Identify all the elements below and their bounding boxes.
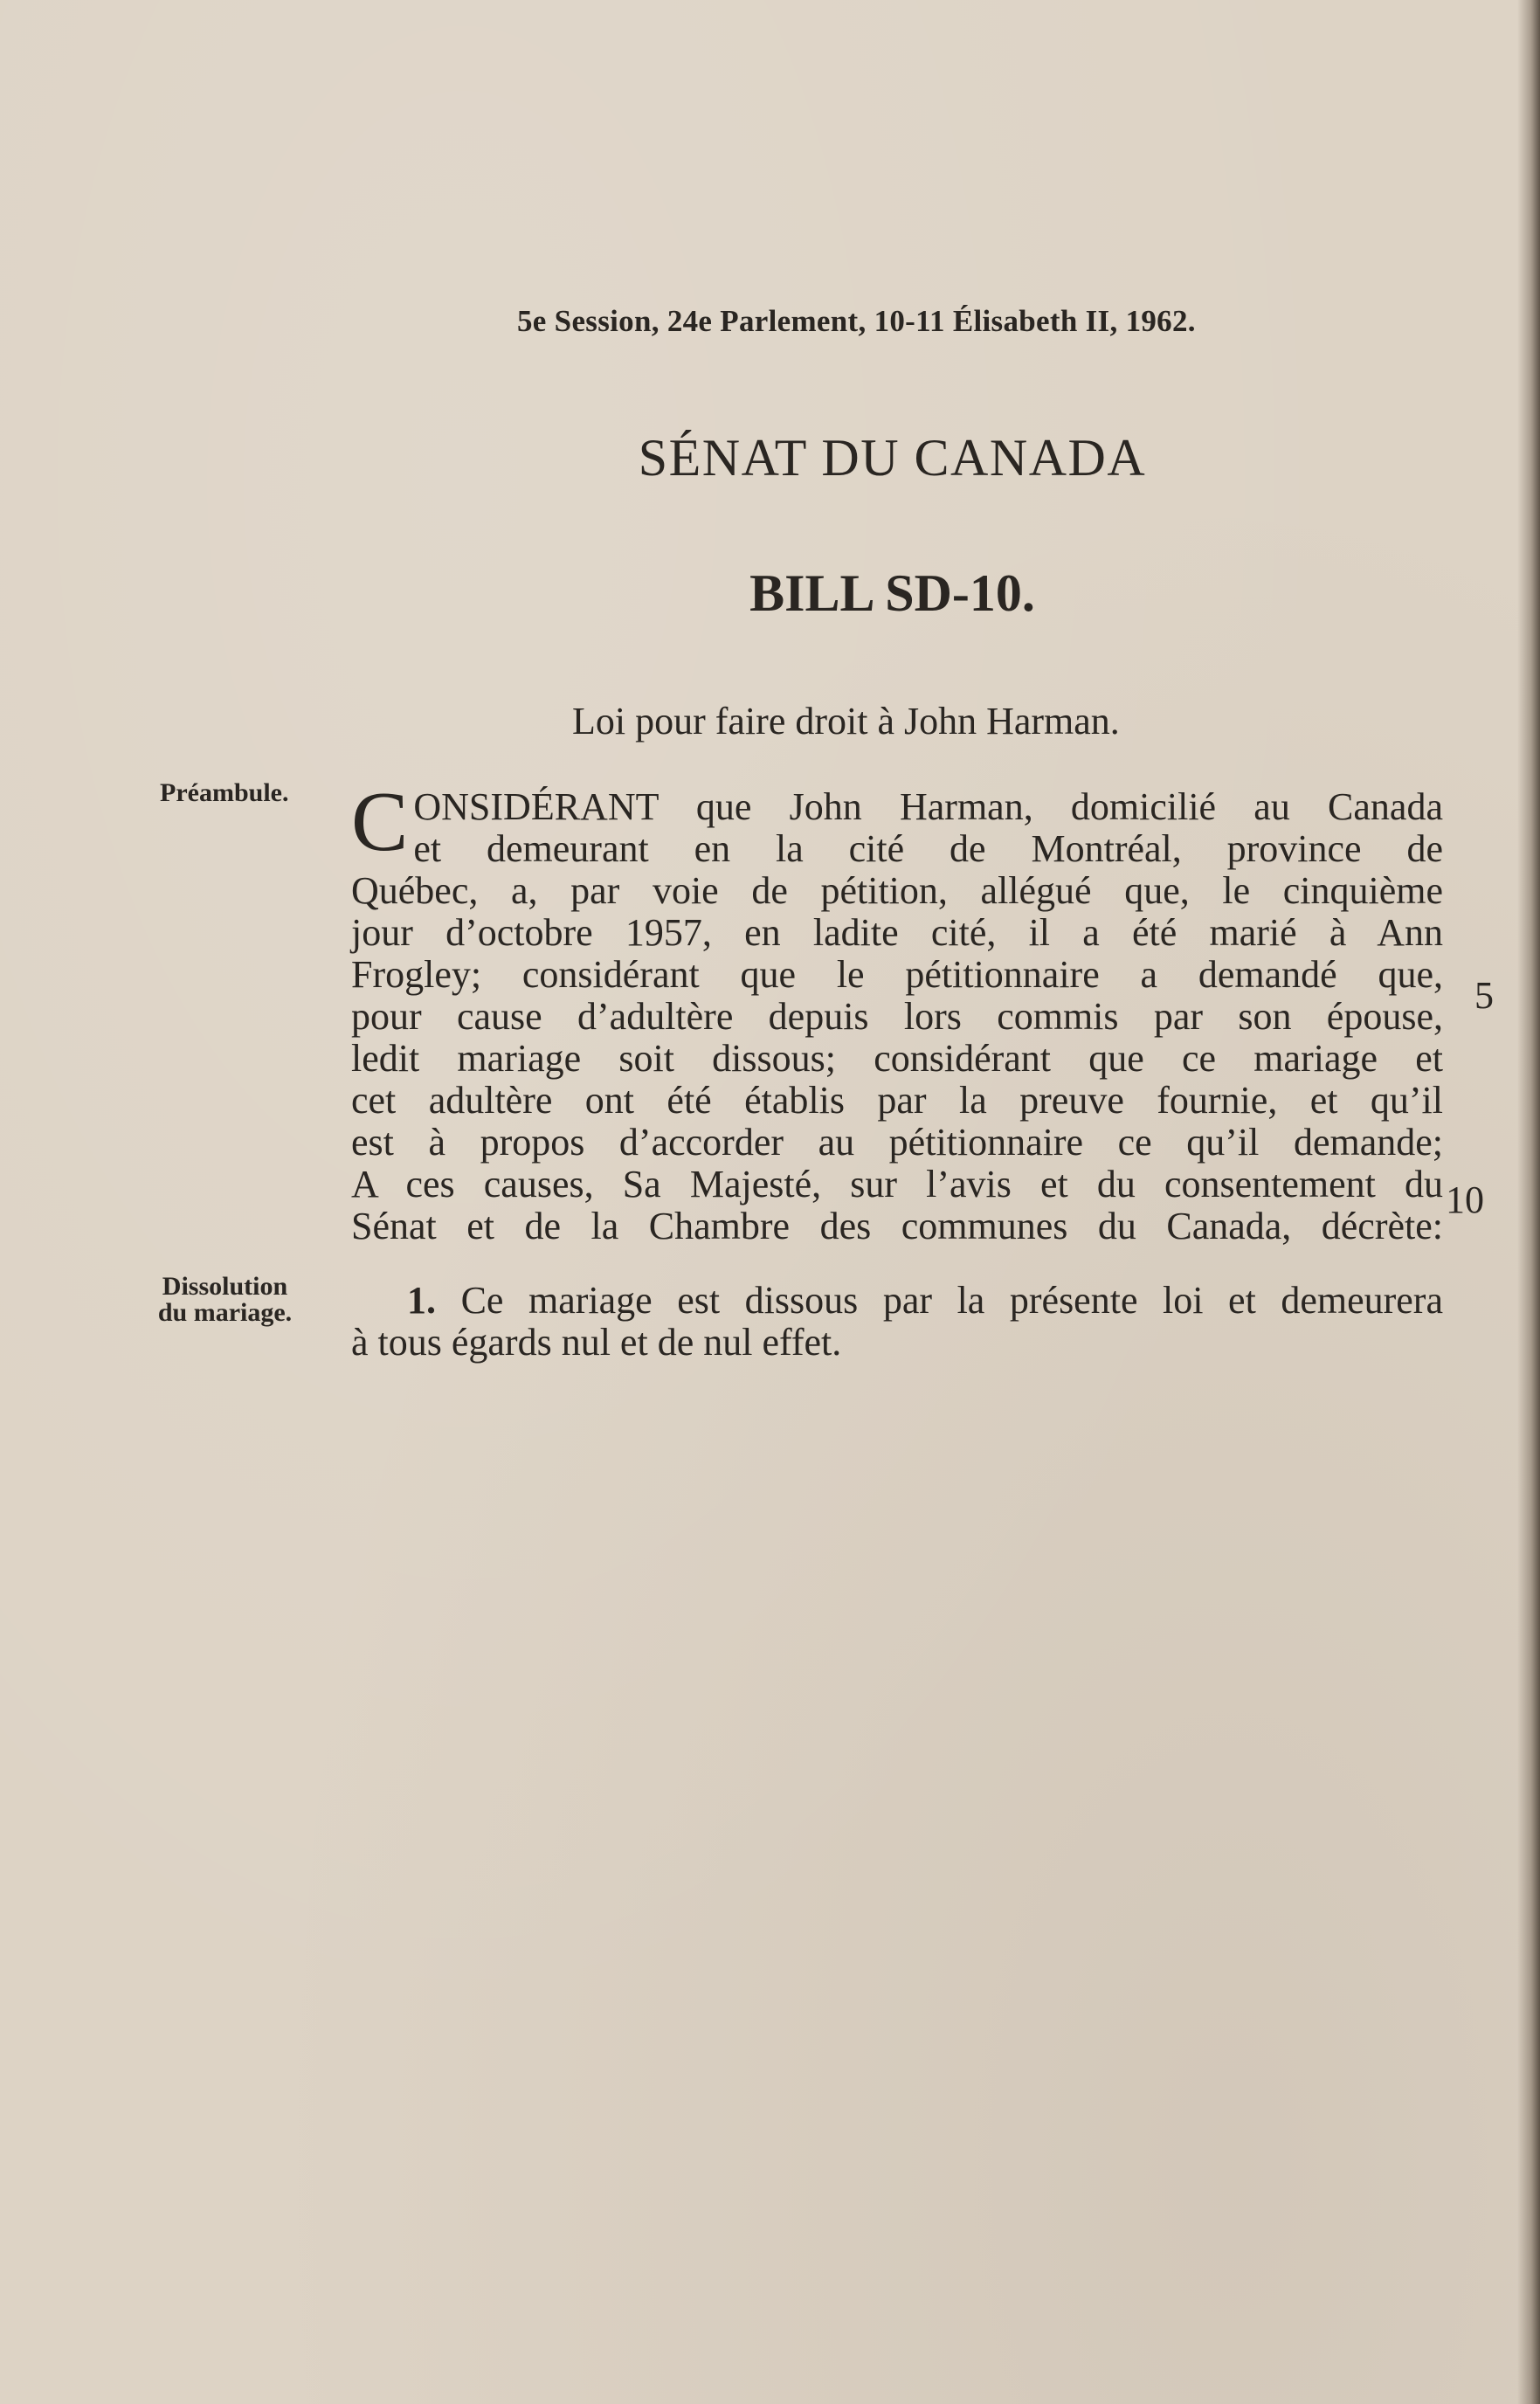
margin-note-dissolution-line2: du mariage. bbox=[157, 1298, 293, 1327]
page-edge-shadow bbox=[1517, 0, 1540, 2404]
preamble-line: jour d’octobre 1957, en ladite cité, il a été marié à Ann bbox=[351, 911, 1443, 954]
section-1-line1 bbox=[351, 1280, 1443, 1322]
preamble-line: pour cause d’adultère depuis lors commis par son épouse, bbox=[351, 995, 1443, 1038]
preamble-line: est à propos d’accorder au pétitionnaire ce qu’il demande; bbox=[351, 1121, 1443, 1164]
drop-cap: C bbox=[351, 775, 409, 869]
preamble-line: Québec, a, par voie de pétition, allégué que, le cinquième bbox=[351, 869, 1443, 912]
preamble-line: ONSIDÉRANT que John Harman, domicilié au Canada bbox=[413, 785, 1443, 828]
preamble-line: Sénat et de la Chambre des communes du Canada, décrète: bbox=[351, 1205, 1443, 1247]
margin-note-dissolution-line1: Dissolution bbox=[162, 1272, 288, 1301]
preamble-line: A ces causes, Sa Majesté, sur l’avis et du consentement du bbox=[351, 1163, 1443, 1205]
section-1-text-line1: Ce mariage est dissous par la présente loi et demeurera bbox=[460, 1279, 1443, 1322]
chamber-title: SÉNAT DU CANADA bbox=[638, 429, 1147, 487]
section-1-paragraph bbox=[351, 1280, 1443, 1364]
preamble-paragraph bbox=[351, 775, 1443, 1247]
bill-subtitle: Loi pour faire droit à John Harman. bbox=[572, 700, 1120, 743]
bill-number: BILL SD-10. bbox=[749, 564, 1035, 622]
section-1-text-line2: à tous égards nul et de nul effet. bbox=[351, 1321, 842, 1364]
session-line: 5e Session, 24e Parlement, 10-11 Élisabeth II, 1962. bbox=[517, 304, 1196, 338]
margin-note-dissolution bbox=[148, 1274, 301, 1326]
margin-note-preambule: Préambule. bbox=[160, 778, 289, 807]
preamble-line: et demeurant en la cité de Montréal, province de bbox=[413, 827, 1443, 870]
preamble-line: Frogley; considérant que le pétitionnaire a demandé que, bbox=[351, 953, 1443, 996]
section-number: 1. bbox=[407, 1279, 436, 1322]
line-number-5: 5 bbox=[1474, 974, 1494, 1017]
preamble-line: cet adultère ont été établis par la preuve fournie, et qu’il bbox=[351, 1079, 1443, 1122]
line-number-10: 10 bbox=[1446, 1178, 1484, 1221]
preamble-line: ledit mariage soit dissous; considérant que ce mariage et bbox=[351, 1037, 1443, 1080]
